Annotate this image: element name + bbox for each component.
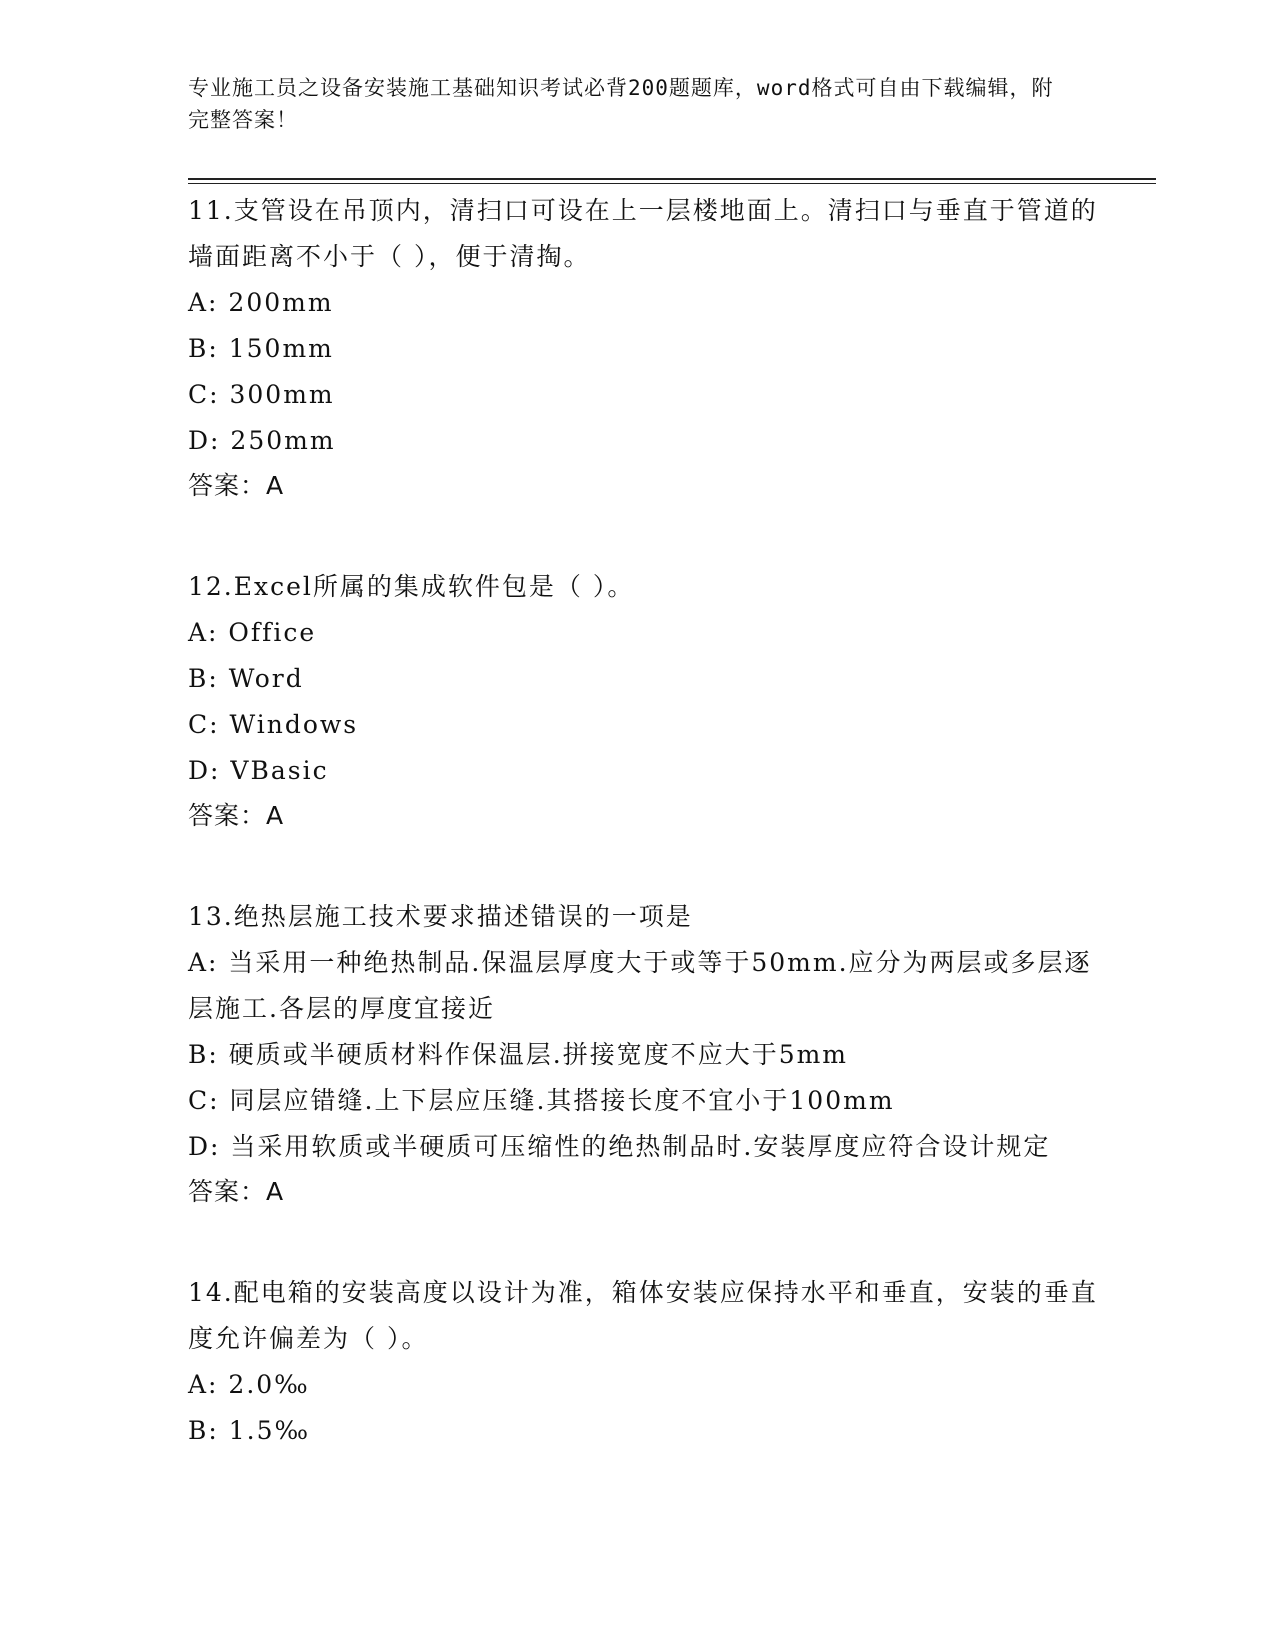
option-a: A: Office [188,618,317,647]
question-text: 11.支管设在吊顶内，清扫口可设在上一层楼地面上。清扫口与垂直于管道的墙面距离不小于（ ），便于清掏。 [188,196,1098,271]
option-d: D: 250mm [188,426,336,455]
question-13 [188,894,1108,1214]
option-c: C: 300mm [188,380,335,409]
document-title: 专业施工员之设备安装施工基础知识考试必背200题题库，word格式可自由下载编辑，附完整答案！ [188,76,1054,132]
option-d: D: 当采用软质或半硬质可压缩性的绝热制品时.安装厚度应符合设计规定 [188,1132,1051,1161]
option-b: B: 1.5‰ [188,1416,311,1445]
option-c: C: Windows [188,710,359,739]
question-text: 12.Excel所属的集成软件包是（ ）。 [188,572,635,601]
option-a: A: 200mm [188,288,334,317]
answer: 答案：A [188,801,285,830]
question-12 [188,564,1108,838]
question-list [188,188,1108,1510]
option-a: A: 当采用一种绝热制品.保温层厚度大于或等于50mm.应分为两层或多层逐层施工.各层的厚度宜接近 [188,948,1092,1023]
question-text: 14.配电箱的安装高度以设计为准，箱体安装应保持水平和垂直，安装的垂直度允许偏差为（ ）。 [188,1278,1098,1353]
question-11 [188,188,1108,508]
option-a: A: 2.0‰ [188,1370,310,1399]
option-b: B: 硬质或半硬质材料作保温层.拼接宽度不应大于5mm [188,1040,849,1069]
header-divider [188,178,1156,180]
option-d: D: VBasic [188,756,329,785]
answer: 答案：A [188,1177,285,1206]
document-header [188,72,1068,136]
question-14 [188,1270,1108,1454]
option-b: B: Word [188,664,304,693]
option-b: B: 150mm [188,334,334,363]
header-divider-thin [188,183,1156,184]
answer: 答案：A [188,471,285,500]
question-text: 13.绝热层施工技术要求描述错误的一项是 [188,902,693,931]
option-c: C: 同层应错缝.上下层应压缝.其搭接长度不宜小于100mm [188,1086,895,1115]
